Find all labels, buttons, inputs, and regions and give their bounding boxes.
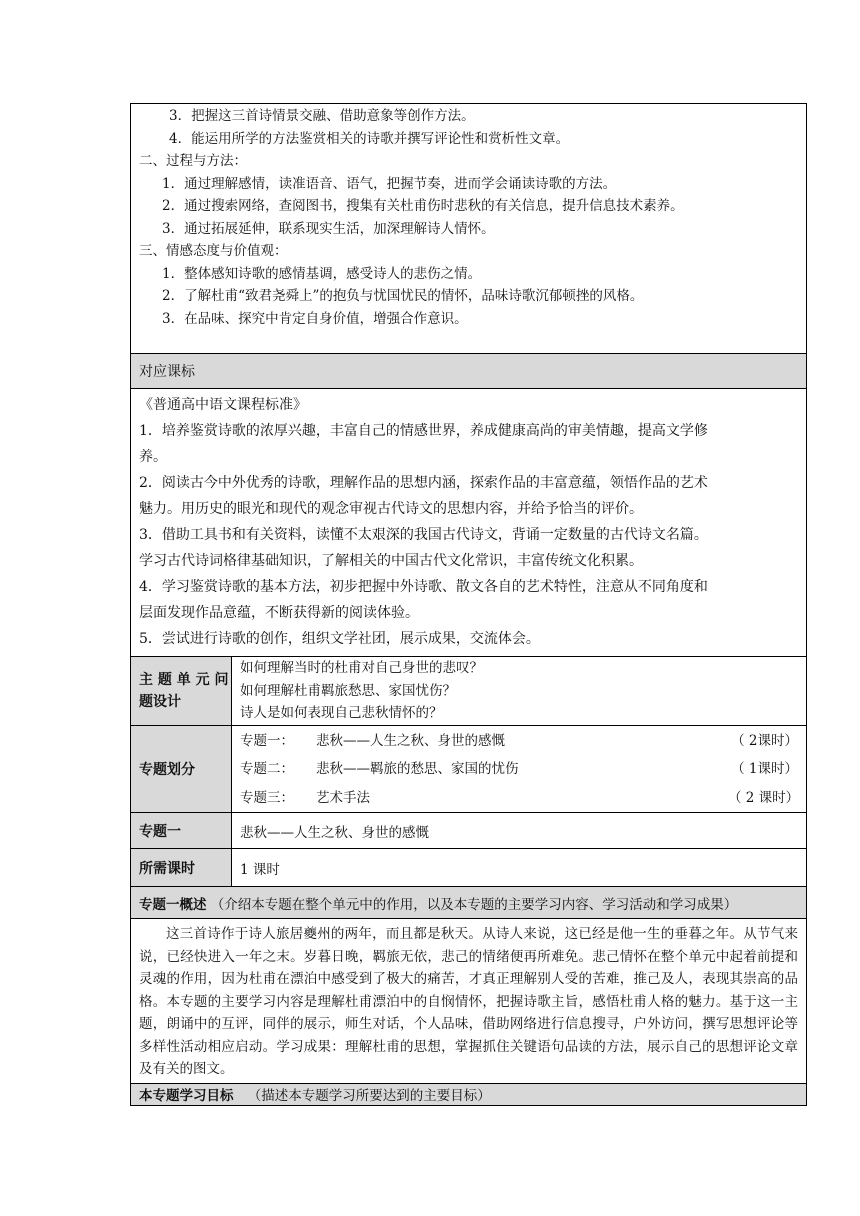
standards-line: 养。: [139, 449, 167, 465]
theme-row: [131, 657, 807, 726]
process-item: 1．通过理解感情，读准语音、语气，把握节奏，进而学会诵读诗歌的方法。: [162, 175, 617, 192]
overview-header-row: [131, 887, 807, 919]
standards-line: 《普通高中语文课程标准》: [139, 397, 307, 413]
standards-line: 层面发现作品意蕴，不断获得新的阅读体验。: [139, 605, 419, 621]
topic-list: [232, 725, 807, 813]
theme-question: 如何理解当时的杜甫对自己身世的悲叹？: [240, 660, 483, 676]
process-item: 3．通过拓展延伸，联系现实生活，加深理解诗人情怀。: [162, 220, 495, 237]
process-heading: 二、过程与方法：: [139, 153, 247, 169]
theme-label: 主 题 单 元 问 题设计: [131, 657, 232, 726]
overview-header: [131, 887, 807, 919]
theme-question: 诗人是如何表现自己悲秋情怀的？: [240, 705, 443, 721]
attitude-item: 3．在品味、探究中肯定自身价值，增强合作意识。: [162, 310, 468, 327]
goal-header: [131, 1083, 807, 1105]
standards-line: 3．借助工具书和有关资料，读懂不太艰深的我国古代诗文，背诵一定数量的古代诗文名篇。: [139, 527, 708, 543]
objectives-row: [131, 104, 807, 354]
attitude-heading: 三、情感态度与价值观：: [139, 243, 288, 259]
topic-item: 专题三： 艺术手法 （ 2 课时）: [240, 789, 800, 806]
standards-header-row: [131, 354, 807, 389]
attitude-item: 2．了解杜甫“致君尧舜上”的抱负与忧国忧民的情怀，品味诗歌沉郁顿挫的风格。: [162, 288, 644, 304]
overview-hint: （介绍本专题在整个单元中的作用，以及本专题的主要学习内容、学习活动和学习成果）: [210, 896, 738, 913]
topic-item: 专题一： 悲秋——人生之秋、身世的感慨 （ 2课时）: [240, 732, 798, 749]
standards-row: [131, 389, 807, 657]
standards-cell: [131, 389, 807, 657]
division-row: [131, 725, 807, 813]
standards-line: 4．学习鉴赏诗歌的基本方法，初步把握中外诗歌、散文各自的艺术特性，注意从不同角度和: [139, 579, 708, 595]
theme-questions: [232, 657, 807, 726]
division-label: 专题划分: [131, 725, 232, 813]
overview-row: [131, 919, 807, 1084]
theme-question: 如何理解杜甫羁旅愁思、家国忧伤？: [240, 682, 456, 699]
topic1-value: 悲秋——人生之秋、身世的感慨: [232, 813, 807, 849]
standards-header: 对应课标: [131, 354, 807, 389]
standards-line: 5．尝试进行诗歌的创作，组织文学社团，展示成果，交流体会。: [139, 631, 540, 647]
overview-text: 这三首诗作于诗人旅居夔州的两年，而且都是秋天。从诗人来说，这已经是他一生的垂暮之年。从节气来说，已经快进入一年之末。岁暮日晚，羁旅无依，悲己的情绪便再所难免。悲己情怀在整个单元中起着前提和灵魂的作用，因为杜甫在漂泊中感受到了极大的痛苦，才真正理解别人受的苦难，推己及人，表现其崇高的品格。本专题的主要学习内容是理解杜甫漂泊中的自悯情怀，把握诗歌主旨，感悟杜甫人格的魅力。基于这一主题，朗诵中的互评，同伴的展示，师生对话，个人品味，借助网络进行信息搜寻，户外访问，撰写思想评论等多样性活动相应启动。学习成果：理解杜甫的思想，掌握抓住关键语句品读的方法，展示自己的思想评论文章及有关的图文。: [139, 926, 798, 1077]
attitude-item: 1．整体感知诗歌的感情基调，感受诗人的悲伤之情。: [162, 265, 482, 282]
topic-item: 专题二： 悲秋——羁旅的愁思、家国的忧伤 （ 1课时）: [240, 761, 798, 777]
standards-line: 1．培养鉴赏诗歌的浓厚兴趣，丰富自己的情感世界，养成健康高尚的审美情趣，提高文学修: [139, 423, 708, 439]
lesson-plan-table: [130, 103, 806, 1106]
goal-header-row: [131, 1083, 807, 1105]
hours-value: 1 课时: [232, 849, 807, 887]
standards-line: 2．阅读古今中外优秀的诗歌，理解作品的思想内涵，探索作品的丰富意蕴，领悟作品的艺术: [139, 475, 708, 491]
process-item: 2．通过搜索网络，查阅图书，搜集有关杜甫伤时悲秋的有关信息，提升信息技术素养。: [162, 198, 684, 214]
standards-line: 魅力。用历史的眼光和现代的观念审视古代诗文的思想内容，并给予恰当的评价。: [139, 501, 643, 517]
objective-item: 4．能运用所学的方法鉴赏相关的诗歌并撰写评论性和赏析性文章。: [169, 130, 570, 147]
hours-row: [131, 849, 807, 887]
objectives-cell: [131, 104, 807, 354]
overview-label: 专题一概述: [139, 896, 207, 913]
hours-label: 所需课时: [131, 849, 232, 887]
topic1-label: 专题一: [131, 813, 232, 849]
standards-line: 学习古代诗词格律基础知识，了解相关的中国古代文化常识，丰富传统文化积累。: [139, 553, 643, 569]
objective-item: 3．把握这三首诗情景交融、借助意象等创作方法。: [169, 108, 475, 124]
overview-cell: [131, 919, 807, 1084]
topic1-row: [131, 813, 807, 849]
goal-hint: （描述本专题学习所要达到的主要目标）: [247, 1088, 491, 1104]
goal-label: 本专题学习目标: [139, 1088, 234, 1104]
